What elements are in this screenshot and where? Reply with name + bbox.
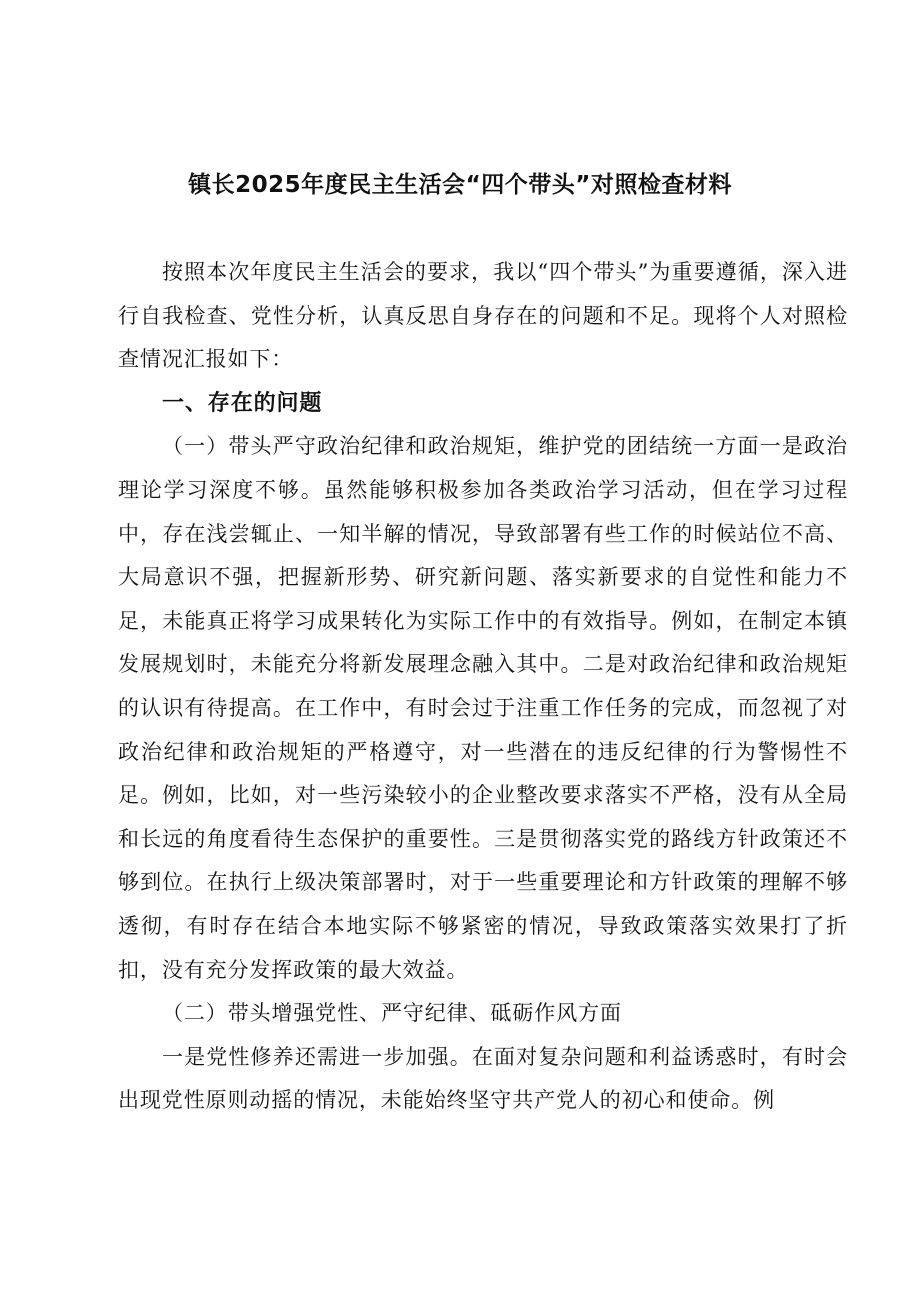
document-body xyxy=(118,251,848,1123)
intro-paragraph: 按照本次年度民主生活会的要求，我以“四个带头”为重要遵循，深入进行自我检查、党性分析，认真反思自身存在的问题和不足。现将个人对照检查情况汇报如下： xyxy=(118,260,848,372)
section-heading-problems: 一、存在的问题 xyxy=(162,390,323,416)
subsection-2-heading: （二）带头增强党性、严守纪律、砥砺作风方面 xyxy=(162,1001,622,1026)
subsection-1-paragraph: （一）带头严守政治纪律和政治规矩，维护党的团结统一方面一是政治理论学习深度不够。虽然能够积极参加各类政治学习活动，但在学习过程中，存在浅尝辄止、一知半解的情况，导致部署有些工作的时候站位不高、大局意识不强，把握新形势、研究新问题、落实新要求的自觉性和能力不足，未能真正将学习成果转化为实际工作中的有效指导。例如，在制定本镇发展规划时，未能充分将新发展理念融入其中。二是对政治纪律和政治规矩的认识有待提高。在工作中，有时会过于注重工作任务的完成，而忽视了对政治纪律和政治规矩的严格遵守，对一些潜在的违反纪律的行为警惕性不足。例如，比如，对一些污染较小的企业整改要求落实不严格，没有从全局和长远的角度看待生态保护的重要性。三是贯彻落实党的路线方针政策还不够到位。在执行上级决策部署时，对于一些重要理论和方针政策的理解不够透彻，有时存在结合本地实际不够紧密的情况，导致政策落实效果打了折扣，没有充分发挥政策的最大效益。 xyxy=(118,434,848,982)
document-title: 镇长2025年度民主生活会“四个带头”对照检查材料 xyxy=(188,172,732,198)
subsection-2-paragraph: 一是党性修养还需进一步加强。在面对复杂问题和利益诱惑时，有时会出现党性原则动摇的情况，未能始终坚守共产党人的初心和使命。例 xyxy=(118,1044,848,1113)
